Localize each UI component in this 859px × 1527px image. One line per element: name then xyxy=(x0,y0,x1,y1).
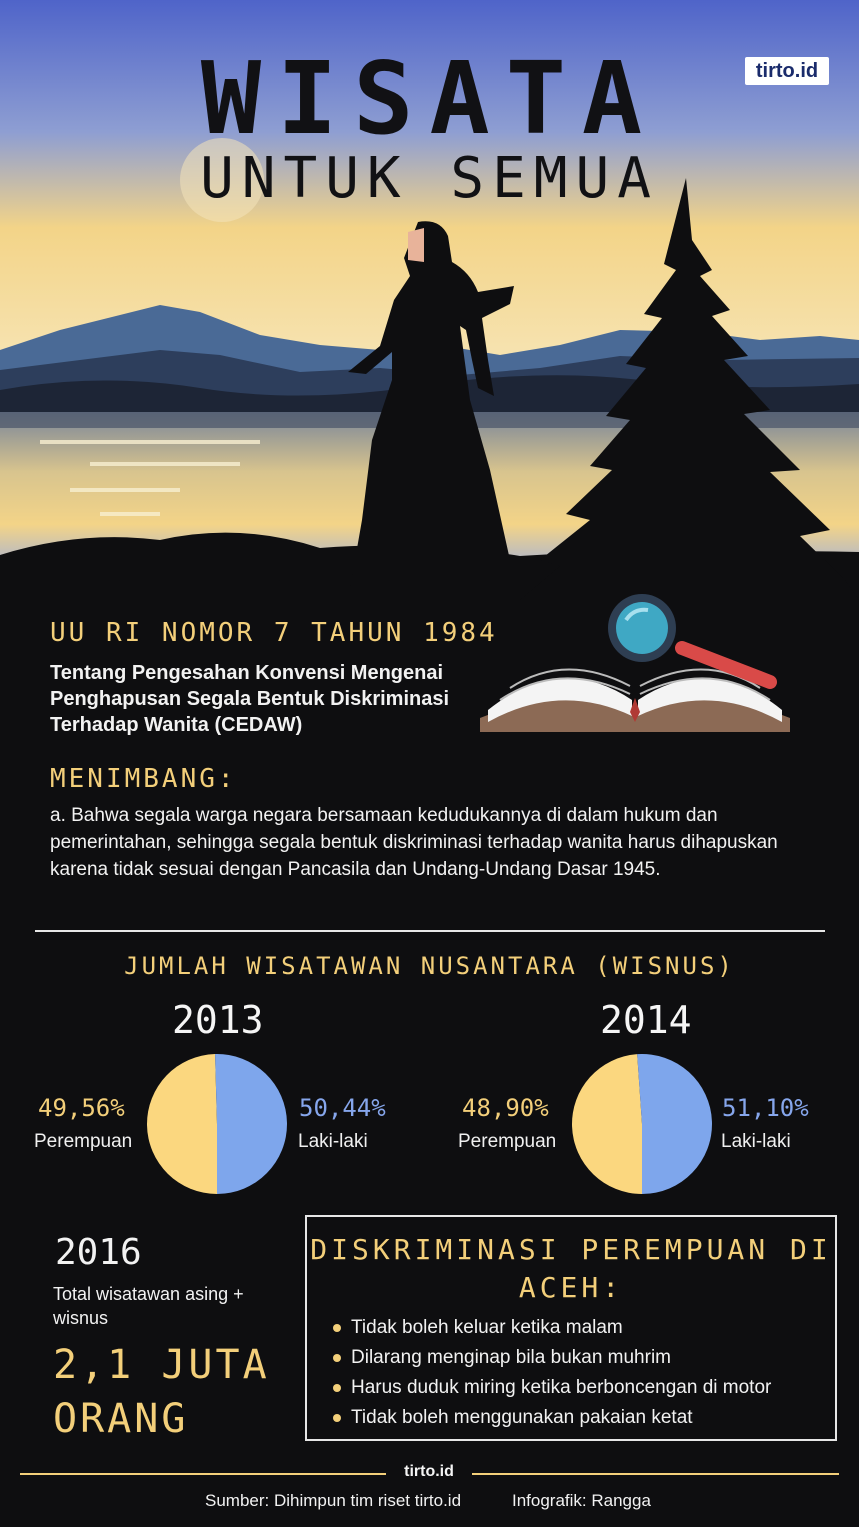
year-2014: 2014 xyxy=(600,998,692,1042)
page-title: WISATA xyxy=(200,40,659,157)
year-2013: 2013 xyxy=(172,998,264,1042)
footer-credit: Infografik: Rangga xyxy=(512,1491,651,1510)
footer-divider-left xyxy=(20,1473,386,1475)
stat-label: Total wisatawan asing + wisnus xyxy=(53,1284,244,1328)
footer-brand: tirto.id xyxy=(404,1463,454,1480)
pie-label-2013-perempuan-value: 49,56% xyxy=(38,1094,125,1122)
list-item: Tidak boleh keluar ketika malam xyxy=(333,1313,771,1343)
chart-title: JUMLAH WISATAWAN NUSANTARA (WISNUS) xyxy=(124,952,735,980)
pie-label-2013-laki-value: 50,44% xyxy=(299,1094,386,1122)
footer-source: Sumber: Dihimpun tim riset tirto.id xyxy=(205,1491,462,1510)
pie-slice-2013-perempuan xyxy=(147,1054,217,1194)
pie-slice-2014-laki-laki xyxy=(637,1054,712,1194)
section-divider xyxy=(35,930,825,932)
pie-label-2013-perempuan: Perempuan xyxy=(34,1131,133,1152)
pie-label-2013-laki: Laki-laki xyxy=(298,1131,368,1152)
aceh-list xyxy=(333,1313,771,1433)
menimbang-text: a. Bahwa segala warga negara bersamaan kedudukannya di dalam hukum dan pemerintahan, sehingga segala bentuk diskriminasi terhadap wanita harus dihapuskan karena tidak sesuai dengan Pancasila dan Undang-Undang Dasar 1945. xyxy=(50,805,778,880)
menimbang-heading: MENIMBANG: xyxy=(50,764,237,794)
book-magnifier-icon xyxy=(470,590,800,740)
list-item: Harus duduk miring ketika berboncengan di motor xyxy=(333,1373,771,1403)
pie-label-2014-perempuan: Perempuan xyxy=(458,1131,557,1152)
stat-year: 2016 xyxy=(55,1232,142,1273)
footer-divider-right xyxy=(472,1473,839,1475)
pie-slice-2014-perempuan xyxy=(572,1054,642,1194)
list-item: Tidak boleh menggunakan pakaian ketat xyxy=(333,1403,771,1433)
aceh-title: DISKRIMINASI PEREMPUAN DI ACEH: xyxy=(310,1233,832,1304)
page-subtitle: UNTUK SEMUA xyxy=(200,146,659,211)
pie-chart-2014 xyxy=(570,1052,714,1196)
law-heading: UU RI NOMOR 7 TAHUN 1984 xyxy=(50,618,498,648)
pie-label-2014-perempuan-value: 48,90% xyxy=(462,1094,549,1122)
law-description: Tentang Pengesahan Konvensi Mengenai Penghapusan Segala Bentuk Diskriminasi Terhadap Wanita (CEDAW) xyxy=(50,662,450,736)
pie-label-2014-laki: Laki-laki xyxy=(721,1131,791,1152)
pie-chart-2013 xyxy=(145,1052,289,1196)
list-item: Dilarang menginap bila bukan muhrim xyxy=(333,1343,771,1373)
aceh-discrimination-box xyxy=(305,1215,837,1441)
brand-logo: tirto.id xyxy=(745,57,829,85)
stat-value: 2,1 JUTA ORANG xyxy=(53,1342,270,1442)
pie-label-2014-laki-value: 51,10% xyxy=(722,1094,809,1122)
pie-slice-2013-laki-laki xyxy=(215,1054,287,1194)
